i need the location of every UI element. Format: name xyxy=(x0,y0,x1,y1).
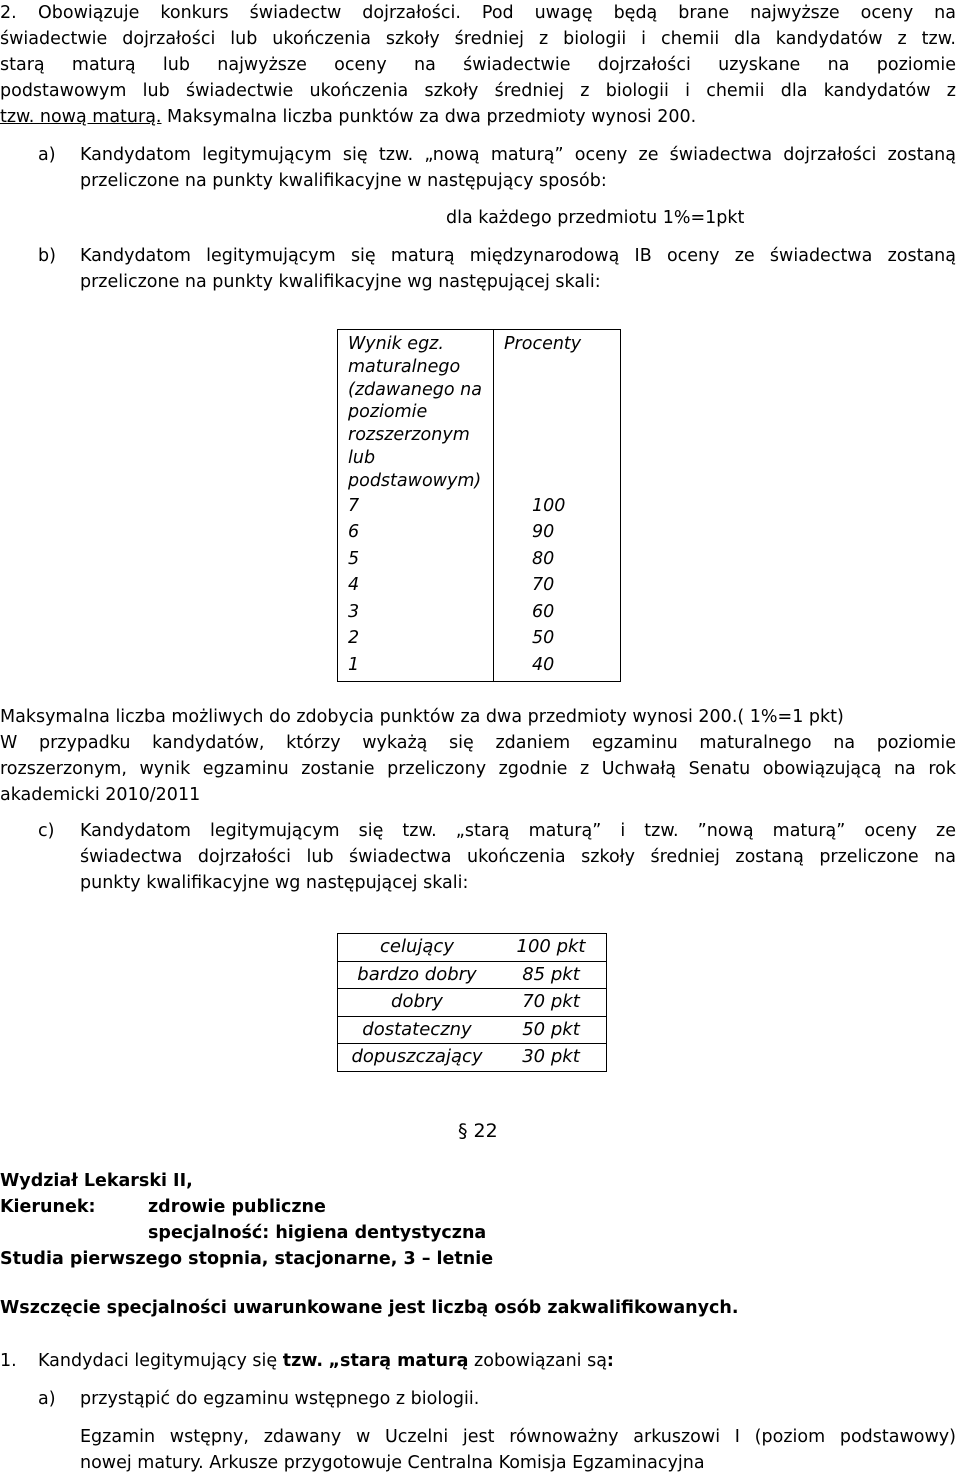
table-row xyxy=(338,625,621,652)
ib-header-line: lub xyxy=(348,447,376,468)
faculty-name: Wydział Lekarski II, xyxy=(0,1171,193,1191)
ib-score-cell: 4 xyxy=(338,572,494,599)
item-b-line-1: Kandydatom legitymującym się maturą międzynarodową IB oceny ze świadectwa zostaną xyxy=(80,246,956,266)
ib-header-line: Wynik egz. xyxy=(348,334,444,354)
section-1-text-b: tzw. xyxy=(282,1351,323,1371)
faculty-block xyxy=(0,1168,956,1272)
section-2 xyxy=(0,0,956,130)
kierunek-line xyxy=(0,1194,956,1220)
item-c-line-1: Kandydatom legitymującym się tzw. „starą maturą” i tzw. ”nową maturą” oceny ze xyxy=(80,821,956,841)
sub-a-label: a) xyxy=(38,1389,56,1409)
section-2-line-4: podstawowym lub świadectwie ukończenia szkoły średniej z biologii i chemii dla kandydatów z xyxy=(0,81,956,101)
points-cell: 100 pkt xyxy=(496,934,607,962)
section-1-text-d: „starą maturą xyxy=(328,1351,469,1371)
item-a-label: a) xyxy=(38,145,56,165)
section-1-colon: : xyxy=(606,1351,614,1371)
ib-header-line: rozszerzonym xyxy=(348,425,470,446)
table-row xyxy=(338,493,621,520)
ib-header-line: poziomie xyxy=(348,402,428,423)
kierunek-value: zdrowie publiczne xyxy=(148,1197,326,1217)
ib-percent-cell: 100 xyxy=(494,493,621,520)
item-c-label: c) xyxy=(38,821,55,841)
section-2-line-2: świadectwie dojrzałości lub ukończenia szkoły średniej z biologii i chemii dla kandydatów z tzw. xyxy=(0,29,956,49)
ib-percent-cell: 70 xyxy=(494,572,621,599)
studies-line: Studia pierwszego stopnia, stacjonarne, 3 – letnie xyxy=(0,1249,494,1269)
ib-percent-cell: 40 xyxy=(494,652,621,682)
ib-score-cell: 3 xyxy=(338,599,494,626)
after-table-line-1: Maksymalna liczba możliwych do zdobycia punktów za dwa przedmioty wynosi 200.( 1%=1 pkt) xyxy=(0,707,844,727)
section-number: 2. xyxy=(0,3,17,23)
table-row xyxy=(338,652,621,682)
after-table-line-2: W przypadku kandydatów, którzy wykażą się zdaniem egzaminu maturalnego na poziomie xyxy=(0,733,956,753)
ib-score-cell: 1 xyxy=(338,652,494,682)
grade-cell: bardzo dobry xyxy=(338,961,497,989)
ib-percent-cell: 50 xyxy=(494,625,621,652)
item-b xyxy=(0,243,956,295)
sub-a xyxy=(0,1386,956,1412)
ib-percent-cell: 60 xyxy=(494,599,621,626)
exam-note-line-1: Egzamin wstępny, zdawany w Uczelni jest równoważny arkuszowi I (poziom podstawowy) xyxy=(80,1427,956,1447)
exam-note xyxy=(0,1424,956,1476)
ib-score-cell: 5 xyxy=(338,546,494,573)
ib-header-line: (zdawanego na xyxy=(348,379,482,400)
points-cell: 30 pkt xyxy=(522,1046,580,1067)
ib-score-cell: 7 xyxy=(338,493,494,520)
item-c-line-3: punkty kwalifikacyjne wg następującej skali: xyxy=(80,873,469,893)
section-1-number: 1. xyxy=(0,1351,17,1371)
table-row xyxy=(338,1016,607,1044)
table-row xyxy=(338,989,607,1017)
section-1-text-e: zobowiązani są xyxy=(468,1351,607,1371)
item-a xyxy=(0,142,956,194)
ib-table-header xyxy=(338,330,621,493)
section-2-line-3: starą maturą lub najwyższe oceny na świadectwie dojrzałości uzyskane na poziomie xyxy=(0,55,956,75)
table-row xyxy=(338,934,607,962)
table-row xyxy=(338,519,621,546)
grades-table xyxy=(337,933,607,1072)
paragraph-number: § 22 xyxy=(458,1120,498,1142)
section-2-line-1-text: Obowiązuje konkurs świadectw dojrzałości. Pod uwagę będą brane najwyższe oceny na xyxy=(38,3,956,23)
grade-cell: dostateczny xyxy=(338,1016,497,1044)
points-cell: 50 pkt xyxy=(496,1016,607,1044)
item-a-line-2: przeliczone na punkty kwalifikacyjne w następujący sposób: xyxy=(80,171,607,191)
table-row xyxy=(338,546,621,573)
section-2-line-5 xyxy=(0,104,956,130)
ib-score-table xyxy=(337,329,621,682)
item-c-line-2: świadectwa dojrzałości lub świadectwa ukończenia szkoły średniej zostaną przeliczone na xyxy=(80,847,956,867)
table-row xyxy=(338,599,621,626)
table-row xyxy=(338,572,621,599)
item-b-label: b) xyxy=(38,246,56,266)
after-table-text xyxy=(0,704,956,808)
after-table-line-3: rozszerzonym, wynik egzaminu zostanie przeliczony zgodnie z Uchwałą Senatu obowiązującą na rok xyxy=(0,759,956,779)
exam-note-line-2: nowej matury. Arkusze przygotowuje Centralna Komisja Egzaminacyjna xyxy=(80,1453,705,1473)
table-row xyxy=(338,961,607,989)
specialty-line: specjalność: higiena dentystyczna xyxy=(148,1223,487,1243)
ib-score-cell: 2 xyxy=(338,625,494,652)
item-a-line-1: Kandydatom legitymującym się tzw. „nową maturą” oceny ze świadectwa dojrzałości zostaną xyxy=(80,145,956,165)
max-points-text: Maksymalna liczba punktów za dwa przedmioty wynosi 200. xyxy=(161,107,697,127)
ib-header-percent: Procenty xyxy=(494,330,621,493)
sub-a-text: przystąpić do egzaminu wstępnego z biologii. xyxy=(80,1389,480,1409)
grade-cell: dobry xyxy=(338,989,497,1017)
ib-percent-cell: 90 xyxy=(494,519,621,546)
kierunek-label: Kierunek: xyxy=(0,1197,96,1217)
ib-header-line: maturalnego xyxy=(348,356,461,377)
ib-header-line: podstawowym) xyxy=(348,470,482,491)
ib-percent-cell: 80 xyxy=(494,546,621,573)
after-table-line-4: akademicki 2010/2011 xyxy=(0,785,201,805)
item-b-line-2: przeliczone na punkty kwalifikacyjne wg następującej skali: xyxy=(80,272,601,292)
item-c xyxy=(0,818,956,896)
specialty-notice: Wszczęcie specjalności uwarunkowane jest liczbą osób zakwalifikowanych. xyxy=(0,1298,739,1318)
section-1-text-a: Kandydaci legitymujący się xyxy=(38,1351,283,1371)
section-1 xyxy=(0,1348,956,1374)
section-2-line-1 xyxy=(0,0,956,26)
grade-cell: dopuszczający xyxy=(351,1046,483,1067)
points-cell: 85 pkt xyxy=(496,961,607,989)
grade-cell: celujący xyxy=(338,934,497,962)
new-matura-underlined: tzw. nową maturą. xyxy=(0,107,162,127)
conversion-rule: dla każdego przedmiotu 1%=1pkt xyxy=(446,208,745,228)
ib-header-score xyxy=(338,330,494,493)
ib-score-cell: 6 xyxy=(338,519,494,546)
points-cell: 70 pkt xyxy=(496,989,607,1017)
table-row xyxy=(338,1044,607,1072)
